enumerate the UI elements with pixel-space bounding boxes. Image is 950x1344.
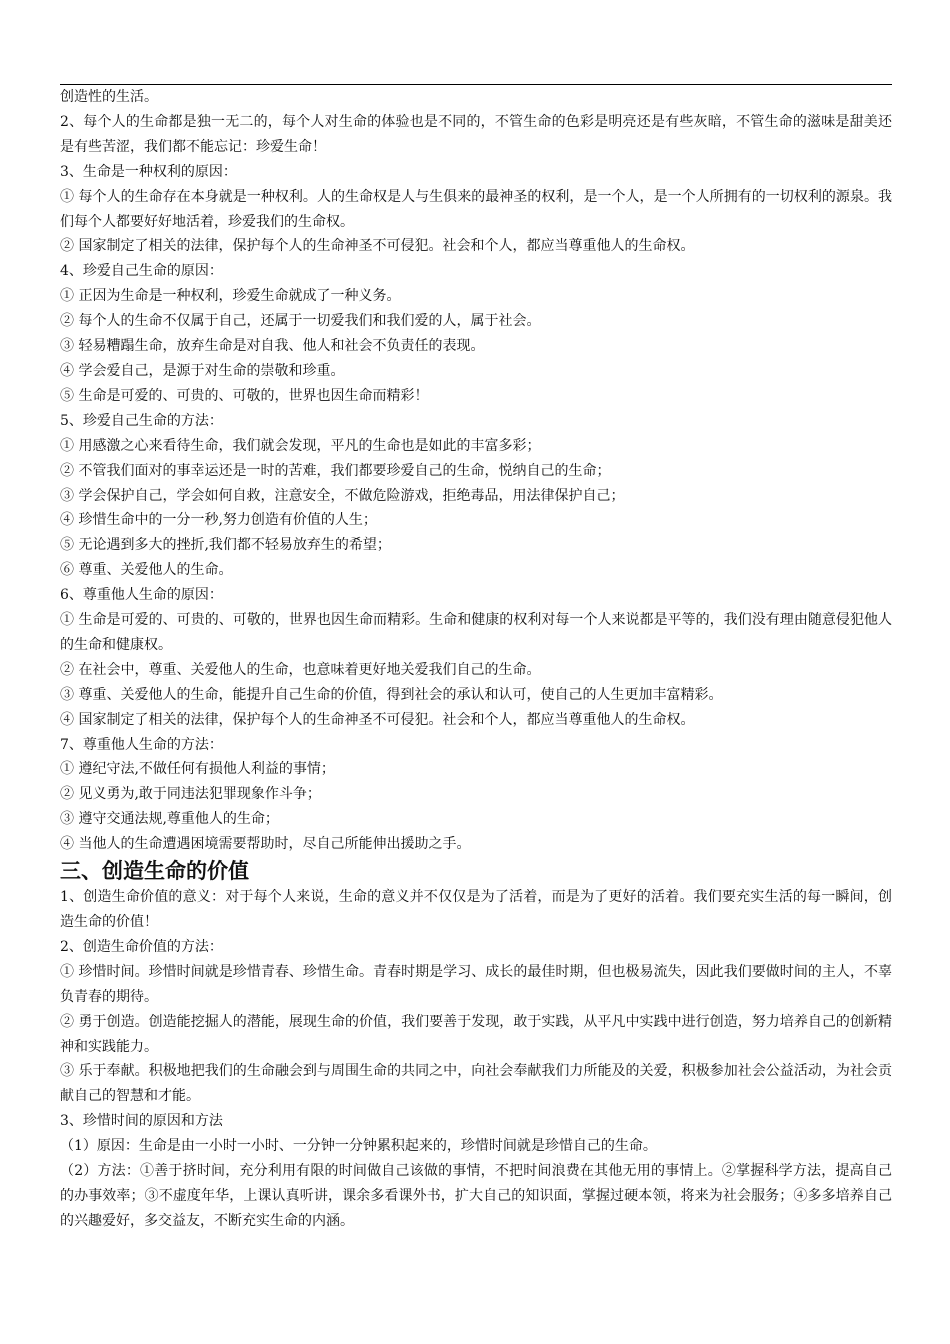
list-item: （1）原因：生命是由一小时一小时、一分钟一分钟累积起来的，珍惜时间就是珍惜自己的生命。 bbox=[60, 1138, 657, 1155]
list-item: ⑤ 生命是可爱的、可贵的、可敬的，世界也因生命而精彩！ bbox=[60, 387, 429, 404]
section-heading: 6、尊重他人生命的原因： bbox=[60, 587, 223, 604]
list-item: ④ 学会爱自己，是源于对生命的崇敬和珍重。 bbox=[60, 362, 345, 379]
text-line: 2、每个人的生命都是独一无二的，每个人对生命的体验也是不同的，不管生命的色彩是明亮还是有些灰暗，不管生命的滋味是甜美还是有些苦涩，我们都不能忘记：珍爱生命！ bbox=[60, 113, 892, 155]
list-item: ① 珍惜时间。珍惜时间就是珍惜青春、珍惜生命。青春时期是学习、成长的最佳时期，但也极易流失，因此我们要做时间的主人，不辜负青春的期待。 bbox=[60, 963, 892, 1005]
list-item: ② 国家制定了相关的法律，保护每个人的生命神圣不可侵犯。社会和个人，都应当尊重他人的生命权。 bbox=[60, 238, 695, 255]
list-item: ② 每个人的生命不仅属于自己，还属于一切爱我们和我们爱的人，属于社会。 bbox=[60, 313, 541, 330]
section-heading: 5、珍爱自己生命的方法： bbox=[60, 412, 223, 429]
list-item: ④ 国家制定了相关的法律，保护每个人的生命神圣不可侵犯。社会和个人，都应当尊重他人的生命权。 bbox=[60, 711, 695, 728]
list-item: ⑤ 无论遇到多大的挫折,我们都不轻易放弃生的希望； bbox=[60, 537, 391, 554]
list-item: ③ 遵守交通法规,尊重他人的生命； bbox=[60, 811, 279, 828]
list-item: ③ 乐于奉献。积极地把我们的生命融会到与周围生命的共同之中，向社会奉献我们力所能及的关爱，积极参加社会公益活动，为社会贡献自己的智慧和才能。 bbox=[60, 1063, 892, 1105]
list-item: ② 在社会中，尊重、关爱他人的生命，也意味着更好地关爱我们自己的生命。 bbox=[60, 661, 541, 678]
list-item: ④ 当他人的生命遭遇困境需要帮助时，尽自己所能伸出援助之手。 bbox=[60, 836, 471, 853]
document-page bbox=[60, 84, 892, 1234]
list-item: ② 勇于创造。创造能挖掘人的潜能，展现生命的价值，我们要善于发现，敢于实践，从平凡中实践中进行创造，努力培养自己的创新精神和实践能力。 bbox=[60, 1013, 892, 1055]
section-heading: 2、创造生命价值的方法： bbox=[60, 938, 223, 955]
list-item: ① 生命是可爱的、可贵的、可敬的，世界也因生命而精彩。生命和健康的权利对每一个人来说都是平等的，我们没有理由随意侵犯他人的生命和健康权。 bbox=[60, 612, 892, 653]
list-item: ① 遵纪守法,不做任何有损他人利益的事情； bbox=[60, 761, 335, 778]
section-heading: 4、珍爱自己生命的原因： bbox=[60, 263, 223, 280]
list-item: ① 用感激之心来看待生命，我们就会发现，平凡的生命也是如此的丰富多彩； bbox=[60, 437, 541, 454]
list-item: （2）方法：①善于挤时间，充分利用有限的时间做自己该做的事情，不把时间浪费在其他无用的事情上。②掌握科学方法，提高自己的办事效率；③不虚度年华，上课认真听讲，课余多看课外书，扩大自己的知识面，掌握过硬本领，将来为社会服务；④多多培养自己的兴趣爱好，多交益友，不断充实生命的内涵。 bbox=[60, 1163, 892, 1229]
list-item: ④ 珍惜生命中的一分一秒,努力创造有价值的人生； bbox=[60, 512, 377, 529]
section-heading: 7、尊重他人生命的方法： bbox=[60, 736, 223, 753]
list-item: ① 每个人的生命存在本身就是一种权利。人的生命权是人与生俱来的最神圣的权利，是一个人，是一个人所拥有的一切权利的源泉。我们每个人都要好好地活着，珍爱我们的生命权。 bbox=[60, 188, 892, 230]
list-item: ② 见义勇为,敢于同违法犯罪现象作斗争； bbox=[60, 786, 321, 803]
list-item: ② 不管我们面对的事幸运还是一时的苦难，我们都要珍爱自己的生命，悦纳自己的生命； bbox=[60, 462, 611, 479]
list-item: ③ 轻易糟蹋生命，放弃生命是对自我、他人和社会不负责任的表现。 bbox=[60, 338, 485, 355]
text-line: 1、创造生命价值的意义：对于每个人来说，生命的意义并不仅仅是为了活着，而是为了更好的活着。我们要充实生活的每一瞬间，创造生命的价值！ bbox=[60, 889, 892, 930]
section-heading: 3、生命是一种权利的原因： bbox=[60, 163, 237, 180]
list-item: ⑥ 尊重、关爱他人的生命。 bbox=[60, 562, 233, 579]
list-item: ③ 尊重、关爱他人的生命，能提升自己生命的价值，得到社会的承认和认可，使自己的人生更加丰富精彩。 bbox=[60, 686, 723, 703]
list-item: ① 正因为生命是一种权利，珍爱生命就成了一种义务。 bbox=[60, 288, 401, 305]
chapter-heading: 三、创造生命的价值 bbox=[60, 859, 249, 884]
list-item: ③ 学会保护自己，学会如何自救，注意安全，不做危险游戏，拒绝毒品，用法律保护自己； bbox=[60, 487, 625, 504]
section-heading: 3、珍惜时间的原因和方法 bbox=[60, 1113, 223, 1130]
text-line: 创造性的生活。 bbox=[60, 89, 158, 105]
